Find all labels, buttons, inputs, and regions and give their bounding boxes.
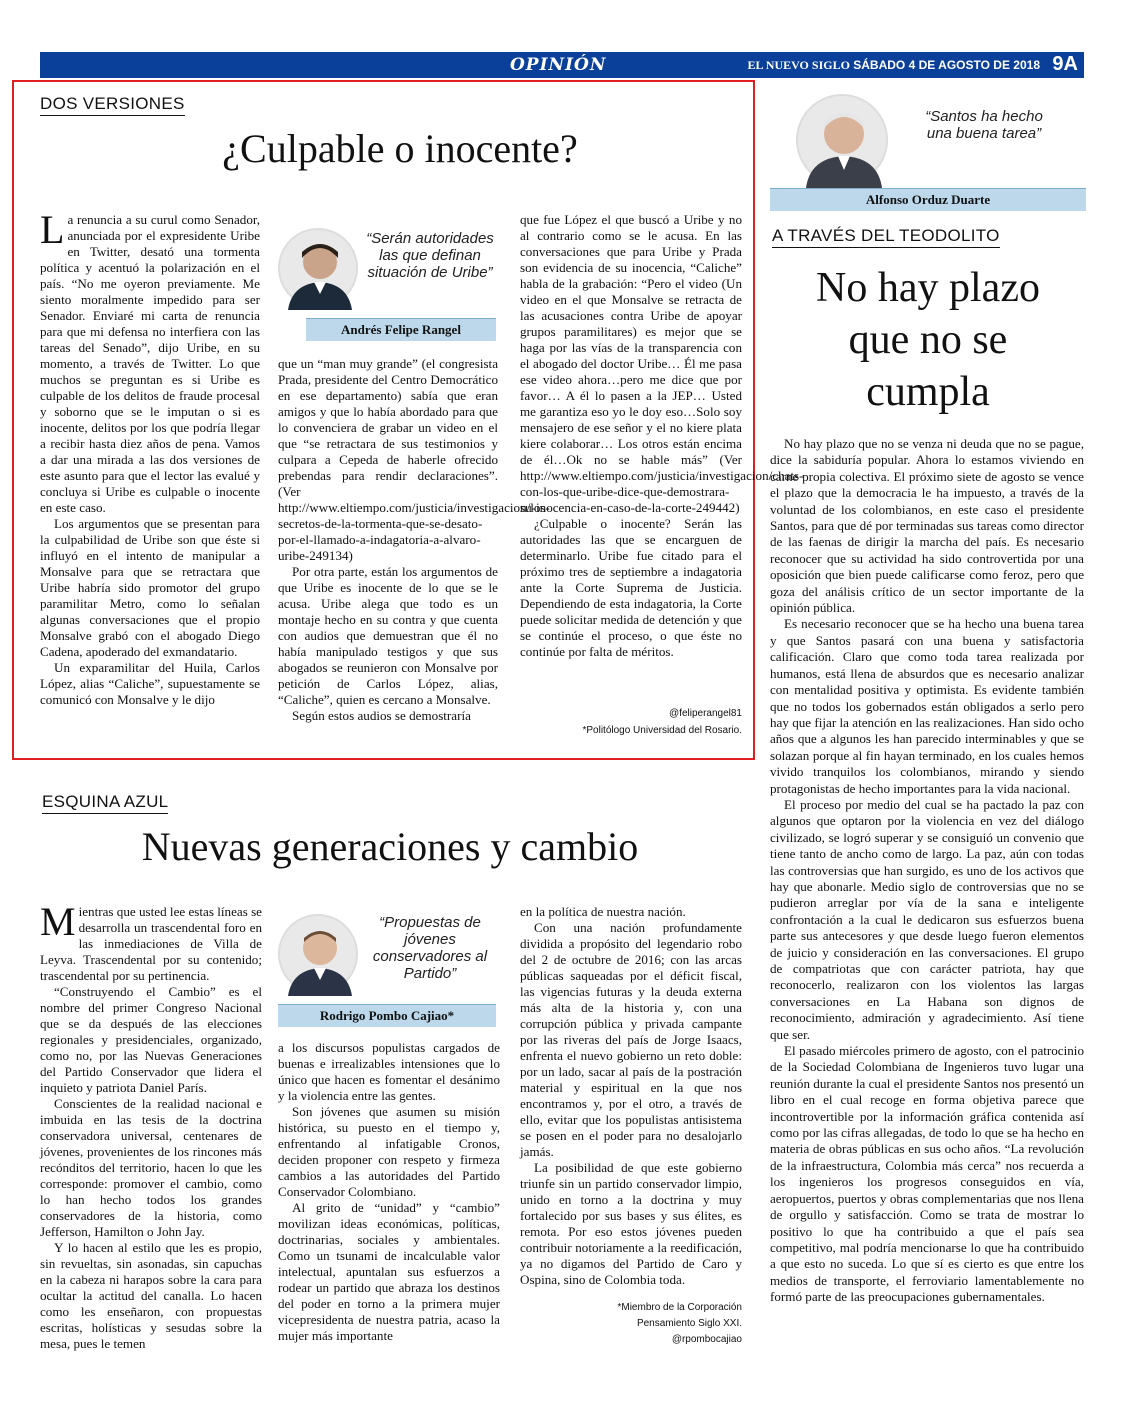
page-number: 9A [1052,53,1078,75]
article1-paragraph: ¿Culpable o inocente? Serán las autoridades las que se encarguen de determinarlo. Uribe fue citado para el próximo tres de septiembre a indagatoria ante la Corte Suprema de Justicia. Dependiendo de esta indagatoria, la Corte puede solicitar medida de detención y que se continúe el proceso, o que éste no continúe por falta de méritos. [520,516,742,659]
article2-title-line: No hay plazo [816,265,1040,311]
author-photo [796,94,888,186]
author-photo [278,914,358,994]
article2-paragraph: El pasado miércoles primero de agosto, con el patrocinio de la Sociedad Colombiana de Ingenieros tuvo lugar una reunión durante la cual el presidente Santos nos presentó un libro en el cual recoge en forma objetiva parece que incontrovertible por la información gráfica contenida así como por las cifras allegadas, de todo lo que se ha hecho en materia de obras públicas en sus ocho años. “La revolución de la infraestructura, Colombia más cerca” nos recuerda a los ingenieros los progresos conseguidos en vía, aeropuertos, puertos y obras complementarias que nos llena de orgullo y satisfacción. Como se trata de mostrar lo positivo lo que ha contribuido a que el país sea competitivo, mal podría mencionarse lo que ha contribuido a que esto no suceda. Lo que sí es cierto es que entre los medios de transporte, el ferroviario lamentablemente no formó parte de las preocupaciones gubernamentales. [770,1043,1084,1305]
issue-info [747,58,1040,73]
article1-handle: @feliperangel81 [669,708,742,719]
section-name: OPINIÓN [510,55,607,75]
article2-paragraph: Es necesario reconocer que se ha hecho una buena tarea y que Santos pasará con una buena y satisfactoria calificación. Claro que como toda tarea realizada por humanos, está llena de absurdos que es necesario analizar con mentalidad positiva y optimista. Es evidente también que no todos los gobernados están obligados a serlo pero hay que fijar la atención en las realizaciones. Han sido ocho años que a algunos les han parecido interminables y que se solazan porque al fin hayan terminado, en los cuales hemos vivido tranquilos los colombianos, mirando y siendo protagonistas de hecho importantes para la vida nacional. [770,616,1084,796]
article3-paragraph: Y lo hacen al estilo que les es propio, sin revueltas, sin asonadas, sin capuchas en la cabeza ni harapos sobre la cara para ocultar la actitud del canalla. Lo hacen como les enseñaron, con propuestas escritas, holísticas y sesudas sobre la mesa, pues le temen [40,1240,262,1351]
article3-paragraph: Conscientes de la realidad nacional e imbuida en las tesis de la doctrina conservadora universal, centenares de jóvenes, provenientes de los rincones más recónditos del territorio, hacen lo que les corresponde: promover el cambio, como lo han hecho todos los grandes conservadores de la historia, como Jefferson, Hamilton o John Jay. [40,1096,262,1239]
article1-paragraph: Un exparamilitar del Huila, Carlos López, alias “Caliche”, supuestamente se comunicó con Monsalve y le dijo [40,660,260,707]
article2-title-line: que no se [848,317,1008,363]
article3-note: *Miembro de la Corporación [617,1302,742,1313]
article1-column-3 [520,212,804,712]
article2-title [772,262,1084,418]
article3-note: Pensamiento Siglo XXI. [636,1318,742,1329]
article3-title: Nuevas generaciones y cambio [141,824,639,869]
article2-pull-quote: “Santos ha hecho una buena tarea” [925,108,1043,142]
article3-handle: @rpombocajiao [671,1334,742,1345]
newspaper-name: EL NUEVO SIGLO [747,58,850,72]
article1-pull-quote: “Serán autoridades las que definan situación de Uribe” [366,230,494,281]
article3-dropcap: M [40,899,76,944]
article1-paragraph: que un “man muy grande” (el congresista Prada, presidente del Centro Democrático en ese departamento) sabía que eran amigos y que lo había abordado para que lo convenciera de grabar un video en el que “se retractara de sus testimonios y culpara a Cepeda de haberle ofrecido prebendas para rendir declaraciones”. (Ver http://www.eltiempo.com/justicia/investigacion/los-secretos-de-la-tormenta-que-se-desato-por-el-llamado-a-indagatoria-a-alvaro-uribe-249134) [278,356,550,563]
article1-author: Andrés Felipe Rangel [306,318,496,341]
article1-title: ¿Culpable o inocente? [222,126,578,171]
article2-author: Alfonso Orduz Duarte [770,188,1086,211]
article1-affiliation: *Politólogo Universidad del Rosario. [582,725,742,736]
article3-pull-quote: “Propuestas de jóvenes conservadores al Partido” [372,914,488,982]
article3-paragraph: Con una nación profundamente dividida a propósito del legendario robo del 2 de octubre de 2016; con las arcas públicas saqueadas por el déficit fiscal, las vigencias futuras y la deuda externa más alta de la historia y, con una corrupción pública y privada campante por las riveras del país de Jorge Isaacs, enfrenta el nuevo gobierno un reto doble: por un lado, sacar al país de la postración material y espiritual en la que nos encontramos y, por el otro, a través de ello, evitar que los populistas antisistema se posen en el poder para no desalojarlo jamás. [520,920,742,1159]
author-photo [278,228,358,308]
article3-paragraph: a los discursos populistas cargados de buenas e irrealizables intensiones que lo único que hacen es fomentar el desánimo y la violencia entre las gentes. [278,1040,500,1103]
article3-column-1 [40,899,262,1376]
article1-paragraph: Los argumentos que se presentan para la culpabilidad de Uribe son que éste si influyó en el intento de manipular a Monsalve para que se retractara que Uribe habría sido promotor del grupo paramilitar Metro, como lo señalan algunas conversaciones que el propio Monsalve grabó con el abogado Diego Cadena, apoderado del exmandatario. [40,516,260,659]
article3-column-3 [520,904,742,1300]
article2-paragraph: No hay plazo que no se venza ni deuda que no se pague, dice la sabiduría popular. Ahora lo estamos viviendo en carne propia colectiva. El próximo siete de agosto se vence el plazo que la democracia le ha impuesto, a través de la voluntad de los colombianos, en este caso el presidente Santos, para que dé por terminadas sus tareas como director de las faenas de dirigir la marcha del país. Es necesario reconocer que su actividad ha sido controvertida por una oposición que bien puede calificarse como feroz, pero que goza del análisis crítico de un sector importante de la opinión pública. [770,436,1084,616]
article1-paragraph: a renuncia a su curul como Senador, anunciada por el expresidente Uribe en Twitter, desató una tormenta política y acentuó la polarización en el país. “No me oyeron previamente. Me siento moralmente impedido para ser Senador. Enviaré mi carta de renuncia para que mi defensa no interfiera con las tareas del Senado”, dijo Uribe, en su momento, a través de Twitter. Lo que muchos se preguntan es si Uribe es culpable de los delitos de fraude procesal y soborno que se le imputan o si es inocente, delitos por los que podría llegar a recibir hasta diez años de pena. Vamos a dar una mirada a las dos versiones de este asunto para que el lector las evalué y concluya si Uribe es culpable o inocente en este caso. [40,212,260,515]
article3-paragraph: Al grito de “unidad” y “cambio” movilizan ideas económicas, políticas, doctrinarias, sociales y ambientales. Como un tsunami de incalculable valor intelectual, apuntalan sus esfuerzos a rodear un partido que abraza los destinos del poder en torno a la primera mujer vicepresidenta de nuestra patria, acaso la mujer más importante [278,1200,500,1343]
article1-column-1 [40,207,260,742]
article2-kicker: A TRAVÉS DEL TEODOLITO [772,226,1000,248]
article3-paragraph: Son jóvenes que asumen su misión histórica, su puesto en el tiempo y, enfrentando al infatigable Cronos, deciden proponer con respeto y firmeza cambios a las autoridades del Partido Conservador Colombiano. [278,1104,500,1199]
article3-pull-quote-box [278,910,496,1028]
article3-column-2 [278,1040,500,1376]
article1-paragraph: Según estos audios se demostraría [292,708,471,723]
issue-date: SÁBADO 4 DE AGOSTO DE 2018 [853,58,1040,72]
article1-column-2 [278,356,550,742]
article3-paragraph: ientras que usted lee estas líneas se desarrolla un trascendental foro en las inmediaciones de Villa de Leyva. Trascendental por su contenido; trascendental por su pertinencia. [40,904,262,983]
article1-dropcap: L [40,207,65,252]
article1-paragraph: Por otra parte, están los argumentos de que Uribe es inocente de lo que se le acusa. Uribe alega que todo es un montaje hecho en su contra y que cuenta con audios que demuestran que él no había manipulado testigos y que sus abogados se reunieron con Monsalve por petición de Carlos López, alias, “Caliche”, quien es cercano a Monsalve. [278,564,498,707]
article3-paragraph: “Construyendo el Cambio” es el nombre del primer Congreso Nacional que se da después de las elecciones regionales y presidenciales, organizado, como no, por las Nuevas Generaciones del Partido Conservador que lidera el inquieto y patriota Daniel París. [40,984,262,1095]
article1-kicker: DOS VERSIONES [40,94,185,116]
article2-column [770,436,1084,1366]
article2-paragraph: El proceso por medio del cual se ha pactado la paz con algunos que optaron por la violencia en vez del diálogo civilizado, se logró superar y se consiguió un convenio que tiene tanto de ancho como de largo. La paz, aún con todas las controversias que han surgido, es uno de los activos que hay que abonarle. Medio siglo de controversias que no se pudieron arreglar por vía de la sana e inteligente confrontación a la cual le dedicaron sus esfuerzos buena parte sus antecesores y que desde luego fueron elementos de juicio y consideración en las conversaciones. El grupo de compatriotas que con carácter patriota, hay que reconocerlo, realizaron con los violentos las largas conversaciones en La Habana son dignos de reconocimiento, admiración y agradecimiento. Así tiene que ser. [770,796,1084,1042]
article2-pull-quote-box [770,90,1086,210]
article1-pull-quote-box [278,222,496,340]
article3-kicker: ESQUINA AZUL [42,792,168,814]
article3-author: Rodrigo Pombo Cajiao* [278,1004,496,1027]
article3-paragraph: La posibilidad de que este gobierno triunfe sin un partido conservador limpio, unido en torno a la doctrina y muy fortalecido por sus bases y sus élites, es remota. Por eso estos jóvenes pueden contribuir notoriamente a la reedificación, ya no digamos del Partido de Caro y Ospina, sino de Colombia toda. [520,1160,742,1287]
article3-paragraph: en la política de nuestra nación. [520,904,686,919]
article1-paragraph: que fue López el que buscó a Uribe y no al contrario como se le acusa. En las conversaciones que para Uribe y Prada son evidencia de su inocencia, “Caliche” habla de la grabación: “Pero el video (Un video en el que Monsalve se retracta de las acusaciones contra Uribe de apoyar grupos paramilitares) es mejor que se haga por las vías de la transparencia con el abogado del doctor Uribe… Él me pasa ese video ahora…pero me dice que por favor… A él lo pasen a la JEP… Usted me garantiza eso yo le doy eso…Solo soy mensajero de ese señor y el no kiere plata kiere colaborar… Los otros están encima de él…Ok no se hable más” (Ver http://www.eltiempo.com/justicia/investigacion/chats-con-los-que-uribe-dice-que-demostrara-su-inocencia-en-caso-de-la-corte-249442) [520,212,804,515]
article2-title-line: cumpla [866,369,990,415]
